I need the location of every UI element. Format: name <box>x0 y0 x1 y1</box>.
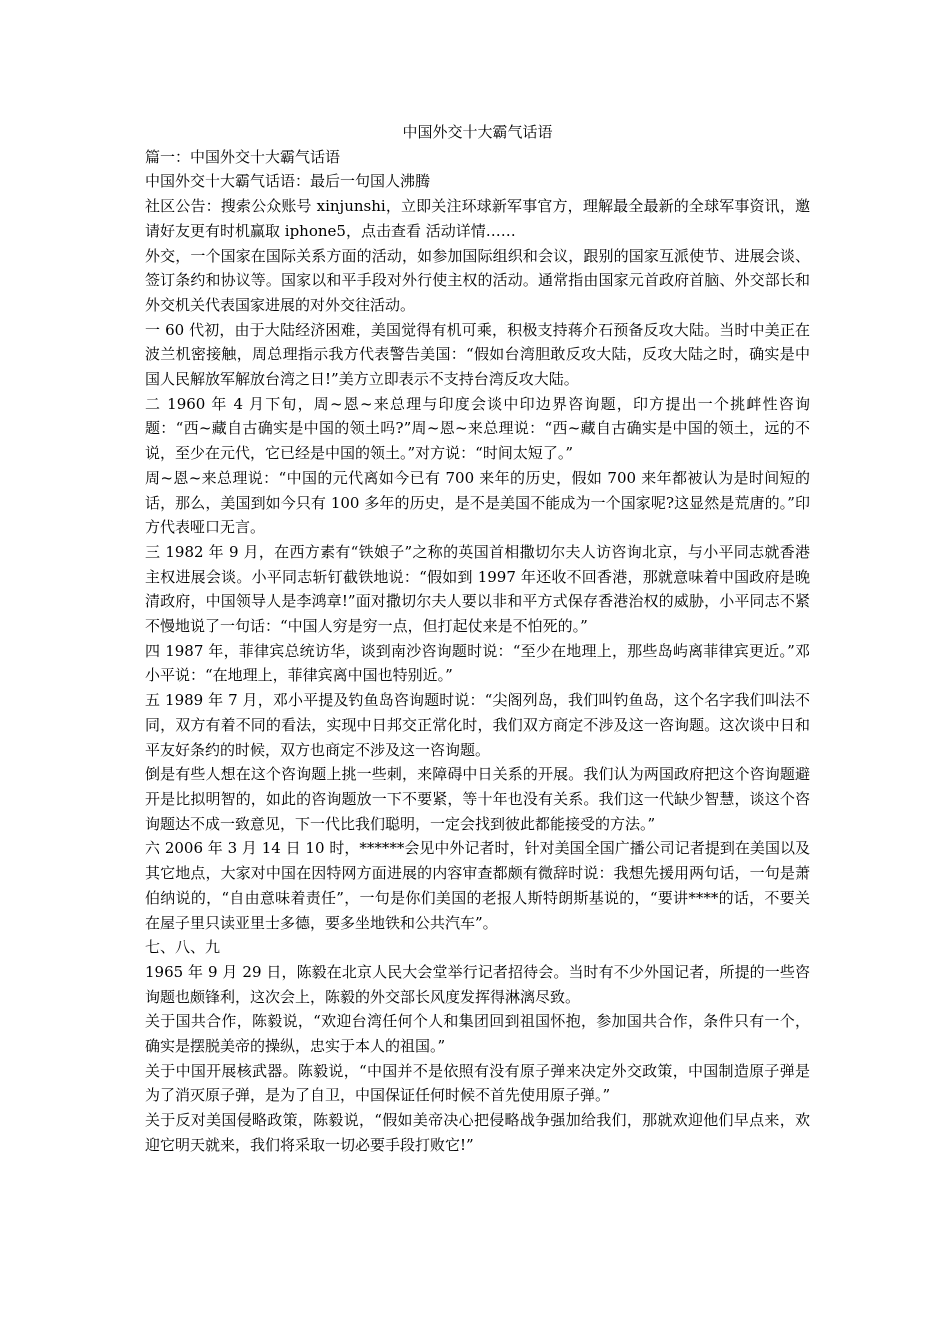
paragraph: 关于国共合作，陈毅说，“欢迎台湾任何个人和集团回到祖国怀抱，参加国共合作，条件只有一个，确实是摆脱美帝的操纵，忠实于本人的祖国。” <box>145 1012 810 1056</box>
paragraph: 外交，一个国家在国际关系方面的活动，如参加国际组织和会议，跟别的国家互派使节、进展会谈、签订条约和协议等。国家以和平手段对外行使主权的活动。通常指由国家元首政府首脑、外交部长和外交机关代表国家进展的对外交往活动。 <box>145 246 810 314</box>
paragraph: 关于中国开展核武器。陈毅说，“中国并不是依照有没有原子弹来决定外交政策，中国制造原子弹是为了消灭原子弹，是为了自卫，中国保证任何时候不首先使用原子弹。” <box>145 1061 810 1105</box>
paragraph: 倒是有些人想在这个咨询题上挑一些刺，来障碍中日关系的开展。我们认为两国政府把这个咨询题避开是比拟明智的，如此的咨询题放一下不要紧，等十年也没有关系。我们这一代缺少智慧，谈这个咨询题达不成一致意见，下一代比我们聪明，一定会找到彼此都能接受的方法。” <box>145 765 810 833</box>
paragraph: 中国外交十大霸气话语：最后一句国人沸腾 <box>145 172 431 191</box>
paragraph: 三 1982 年 9 月，在西方素有“铁娘子”之称的英国首相撒切尔夫人访咨询北京，与小平同志就香港主权进展会谈。小平同志斩钉截铁地说：“假如到 1997 年还收不回香港，那就意味着中国政府是晚清政府，中国领导人是李鸿章!”面对撒切尔夫人要以非和平方式保存香港治权的威胁，小平同志不紧不慢地说了一句话：“中国人穷是穷一点，但打起仗来是不怕死的。” <box>145 542 810 636</box>
paragraph: 一 60 代初，由于大陆经济困难，美国觉得有机可乘，积极支持蒋介石预备反攻大陆。当时中美正在波兰机密接触，周总理指示我方代表警告美国：“假如台湾胆敢反攻大陆，反攻大陆之时，确实是中国人民解放军解放台湾之日!”美方立即表示不支持台湾反攻大陆。 <box>145 320 810 389</box>
paragraph: 六 2006 年 3 月 14 日 10 时，******会见中外记者时，针对美国全国广播公司记者提到在美国以及其它地点，大家对中国在因特网方面进展的内容审查都颇有微辞时说：我想先援用两句话，一句是萧伯纳说的，“自由意味着责任”，一句是你们美国的老报人斯特朗斯基说的，“要讲****的话，不要关在屋子里只读亚里士多德，要多坐地铁和公共汽车”。 <box>145 839 810 932</box>
paragraph: 社区公告：搜索公众账号 xinjunshi，立即关注环球新军事官方，理解最全最新的全球军事资讯，邀请好友更有时机赢取 iphone5，点击查看 活动详情…… <box>145 197 810 240</box>
paragraph: 五 1989 年 7 月，邓小平提及钓鱼岛咨询题时说：“尖阁列岛，我们叫钓鱼岛，这个名字我们叫法不同，双方有着不同的看法，实现中日邦交正常化时，我们双方商定不涉及这一咨询题。这次谈中日和平友好条约的时候，双方也商定不涉及这一咨询题。 <box>145 691 810 759</box>
paragraph: 二 1960 年 4 月下旬，周~恩~来总理与印度会谈中印边界咨询题，印方提出一个挑衅性咨询题：“西~藏自古确实是中国的领土吗?”周~恩~来总理说：“西~藏自古确实是中国的领土，远的不说，至少在元代，它已经是中国的领土。”对方说：“时间太短了。” <box>145 394 810 463</box>
paragraph: 周~恩~来总理说：“中国的元代离如今已有 700 来年的历史，假如 700 来年都被认为是时间短的话，那么，美国到如今只有 100 多年的历史，是不是美国不能成为一个国家呢?这显然是荒唐的。”印方代表哑口无言。 <box>145 468 810 537</box>
paragraph: 1965 年 9 月 29 日，陈毅在北京人民大会堂举行记者招待会。当时有不少外国记者，所提的一些咨询题也颇锋利，这次会上，陈毅的外交部长风度发挥得淋漓尽致。 <box>145 962 810 1006</box>
document-title: 中国外交十大霸气话语 <box>402 123 553 141</box>
paragraph: 关于反对美国侵略政策，陈毅说，“假如美帝决心把侵略战争强加给我们，那就欢迎他们早点来，欢迎它明天就来，我们将采取一切必要手段打败它!” <box>145 1111 810 1154</box>
paragraph: 篇一：中国外交十大霸气话语 <box>145 147 341 166</box>
paragraph: 四 1987 年，菲律宾总统访华，谈到南沙咨询题时说：“至少在地理上，那些岛屿离菲律宾更近。”邓小平说：“在地理上，菲律宾离中国也特别近。” <box>145 641 810 685</box>
paragraph: 七、八、九 <box>145 938 221 957</box>
document-page <box>145 120 810 1158</box>
